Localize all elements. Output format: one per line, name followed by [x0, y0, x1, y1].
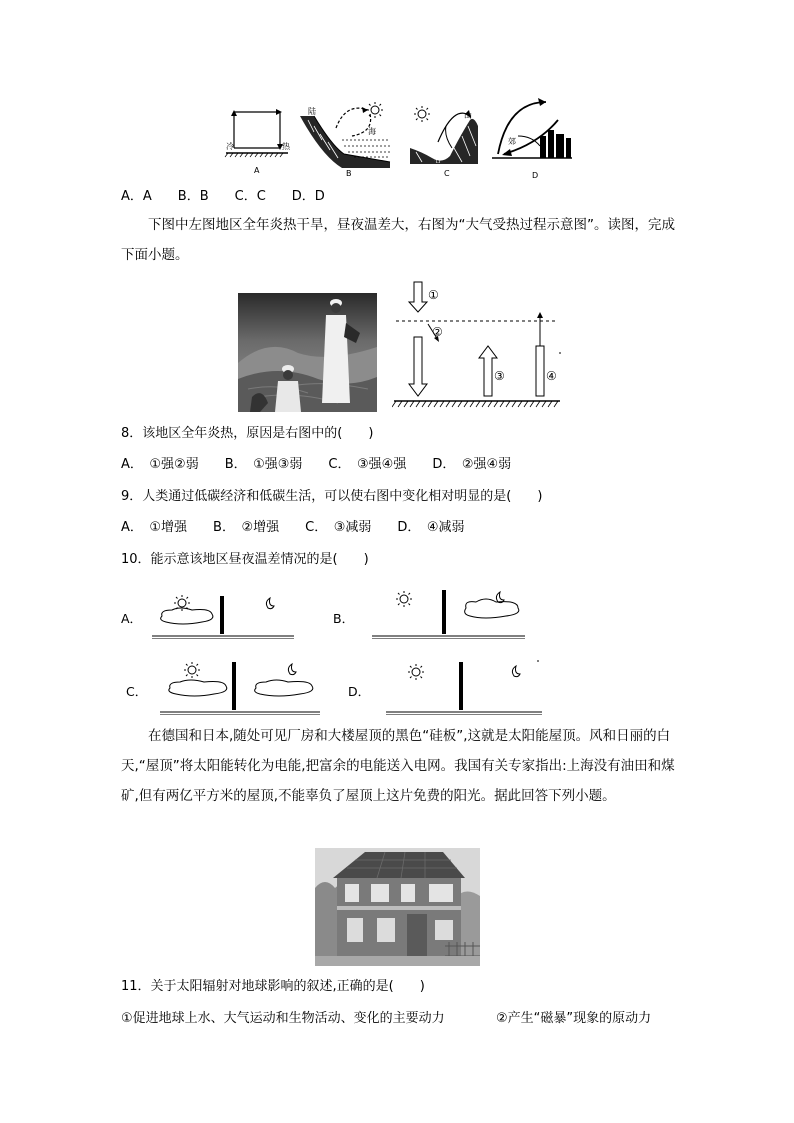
intro-paragraph-11: 在德国和日本,随处可见厂房和大楼屋顶的黑色“硅板”,这就是太阳能屋顶。风和日丽的白天,“屋顶”将太阳能转化为电能,把富余的电能送入电网。我国有关专家指出:上海没有油田和煤矿,但有两亿平方米的屋顶,不能辜负了屋顶上这片免费的阳光。据此回答下列小题。: [121, 728, 675, 804]
q7-options: A．A B．B C．C D．D: [121, 189, 325, 204]
label-land: 陆: [308, 107, 316, 116]
figure-label-a: A: [254, 166, 260, 175]
q10-option-a-diagram: [152, 592, 294, 640]
figure-label-d: D: [532, 171, 539, 180]
q11-stem: 11．关于太阳辐射对地球影响的叙述,正确的是( ): [121, 979, 425, 994]
label-circle-3: ③: [494, 369, 505, 383]
figure-d-diagram: [492, 98, 572, 180]
moon-icon: [266, 598, 274, 609]
label-suburb: 郊: [508, 137, 516, 146]
q9-stem: 9．人类通过低碳经济和低碳生活，可以使右图中变化相对明显的是( ): [121, 489, 543, 504]
label-valley: 谷: [434, 155, 442, 164]
q10-option-b-label: B．: [333, 611, 355, 626]
label-mountain: 山: [464, 111, 472, 120]
sun-icon: [396, 591, 412, 607]
q10-stem: 10．能示意该地区昼夜温差情况的是( ): [121, 552, 369, 567]
figure-a-diagram: [225, 109, 291, 175]
figure-label-b: B: [346, 169, 352, 178]
sun-icon-b: [367, 102, 383, 118]
q8-stem: 8．该地区全年炎热，原因是右图中的( ): [121, 426, 374, 441]
moon-icon: [496, 592, 504, 603]
label-hot: 热: [282, 142, 290, 151]
sun-icon: [184, 662, 200, 678]
q10-option-b-diagram: [372, 590, 525, 640]
label-sea: 海: [368, 127, 376, 136]
label-cold: 冷: [226, 142, 234, 151]
q10-option-c-diagram: [160, 660, 320, 715]
figure-label-c: C: [444, 169, 450, 178]
intro-paragraph-8-10: 下图中左图地区全年炎热干旱，昼夜温差大，右图为“大气受热过程示意图”。读图，完成下面小题。: [121, 217, 675, 263]
q11-statement-2: ②产生“磁暴”现象的原动力: [496, 1011, 652, 1026]
sun-icon: [408, 664, 424, 680]
desert-photo: [238, 293, 377, 412]
moon-icon: [512, 666, 520, 677]
label-circle-1: ①: [428, 288, 439, 302]
sun-icon-c: [414, 106, 430, 122]
figure-b-diagram: [300, 102, 390, 178]
moon-icon: [288, 664, 296, 675]
q9-options: A． ①增强 B． ②增强 C． ③减弱 D． ④减弱: [121, 520, 465, 535]
label-circle-2: ②: [432, 325, 443, 339]
q10-option-d-diagram: [386, 656, 542, 715]
q10-option-a-label: A．: [121, 611, 143, 626]
solar-roof-house-photo: [315, 848, 480, 966]
circulation-figures: [222, 96, 572, 182]
atmosphere-heating-diagram: [392, 280, 568, 410]
q11-statement-1: ①促进地球上水、大气运动和生物活动、变化的主要动力: [121, 1011, 445, 1026]
figure-c-diagram: [410, 106, 478, 178]
q8-options: A． ①强②弱 B． ①强③弱 C． ③强④强 D． ②强④弱: [121, 457, 512, 472]
q10-option-d-label: D．: [348, 684, 371, 699]
label-circle-4: ④: [546, 369, 557, 383]
q10-option-c-label: C．: [126, 684, 148, 699]
